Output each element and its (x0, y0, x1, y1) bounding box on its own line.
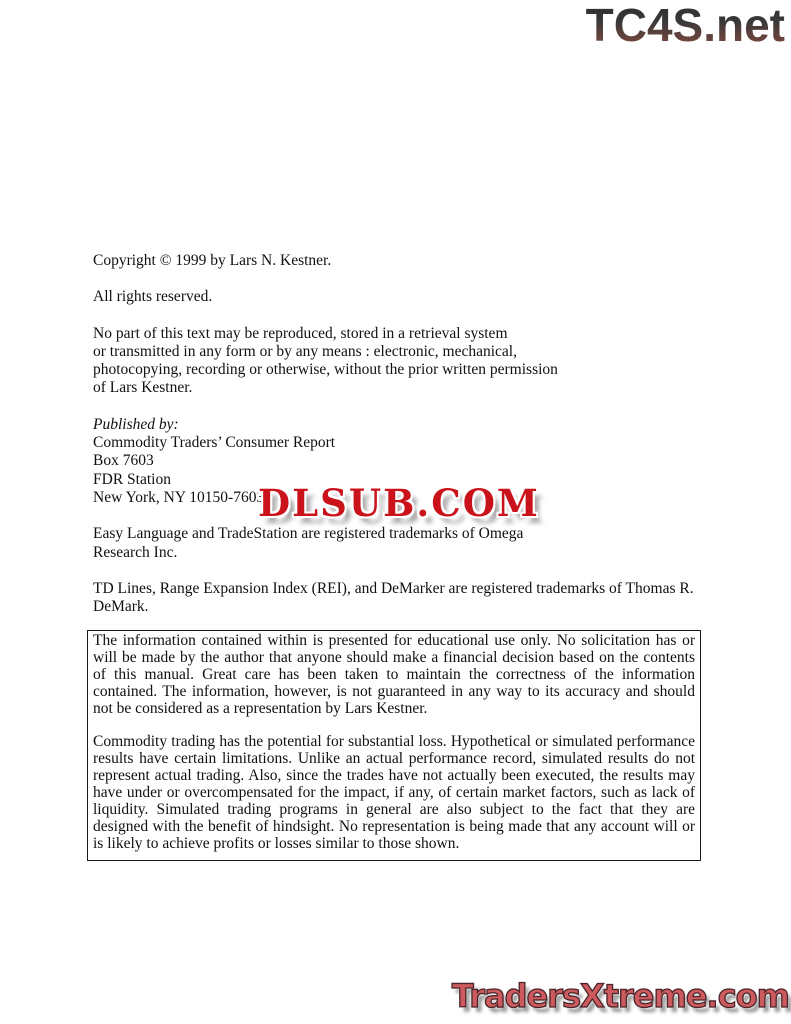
disclaimer-risk-paragraph: Commodity trading has the potential for substantial loss. Hypothetical or simulated performance results have certain limitations. Unlike an actual performance record, simulated results do not represent actual trading. Also, since the trades have not actually been executed, the results may have under or overcompensated for the impact, if any, of certain market factors, such as lack of liquidity. Simulated trading programs in general are also subject to the fact that they are designed with the benefit of hindsight. No representation is being made that any account will or is likely to achieve profits or losses similar to those shown. (93, 733, 695, 852)
trademark-omega-line: Easy Language and TradeStation are registered trademarks of Omega (93, 525, 524, 543)
reproduction-line: photocopying, recording or otherwise, without the prior written permission (93, 361, 558, 379)
tradersxtreme-watermark-badge: TradersXtreme.com (451, 977, 789, 1015)
publisher-station-line: FDR Station (93, 470, 171, 488)
reproduction-line: or transmitted in any form or by any means : electronic, mechanical, (93, 342, 517, 360)
published-by-label: Published by: (93, 415, 179, 433)
copyright-line: Copyright © 1999 by Lars N. Kestner. (93, 252, 332, 269)
copyright-notice-block (93, 252, 761, 270)
copyright-page-text (93, 252, 761, 634)
trademark-demark-block (93, 580, 761, 617)
publisher-box-line: Box 7603 (93, 452, 154, 470)
reproduction-line: of Lars Kestner. (93, 379, 193, 397)
trademark-omega-block (93, 525, 761, 562)
disclaimer-box (87, 630, 701, 861)
disclaimer-education-paragraph: The information contained within is presented for educational use only. No solicitation has or will be made by the author that anyone should make a financial decision based on the contents of this manual. Great care has been taken to maintain the correctness of the information contained. The information, however, is not guaranteed in any way to its accuracy and should not be considered as a representation by Lars Kestner. (93, 632, 695, 717)
publisher-name: Commodity Traders’ Consumer Report (93, 434, 336, 452)
tc4s-watermark-logo: TC4S.net (585, 0, 785, 51)
trademark-demark-line: TD Lines, Range Expansion Index (REI), and DeMarker are registered trademarks of Thomas R. (93, 579, 694, 597)
rights-reserved-block (93, 288, 761, 306)
dlsub-watermark-badge: DLSUB.COM (258, 481, 540, 525)
reproduction-line: No part of this text may be reproduced, stored in a retrieval system (93, 324, 508, 342)
trademark-demark-line: DeMark. (93, 598, 149, 616)
trademark-omega-line: Research Inc. (93, 543, 178, 561)
reproduction-notice-block (93, 325, 761, 398)
publisher-city-line: New York, NY 10150-7603 (93, 488, 265, 506)
rights-line: All rights reserved. (93, 288, 213, 306)
